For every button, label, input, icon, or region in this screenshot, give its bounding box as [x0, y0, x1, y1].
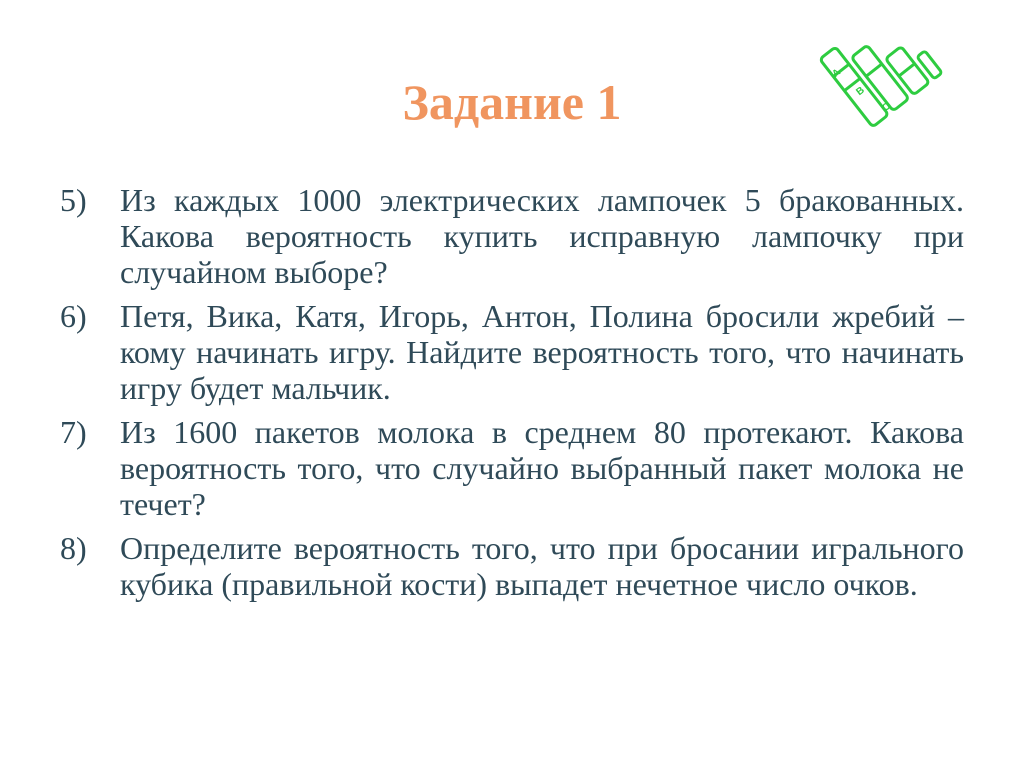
task-number: 5) [60, 182, 87, 218]
task-text: Петя, Вика, Катя, Игорь, Антон, Полина бросили жребий – кому начинать игру. Найдите вероятность того, что начинать игру будет мальчик. [120, 298, 964, 406]
task-item [60, 182, 964, 290]
task-number: 8) [60, 530, 87, 566]
task-item [60, 414, 964, 522]
logo-letter-a: A [830, 66, 843, 80]
task-text: Определите вероятность того, что при бросании игрального кубика (правильной кости) выпадет нечетное число очков. [120, 530, 964, 602]
slide-title: Задание 1 [402, 74, 622, 130]
task-list [60, 182, 964, 610]
logo-letter-b: B [854, 84, 867, 98]
task-number: 6) [60, 298, 87, 334]
task-text: Из каждых 1000 электрических лампочек 5 бракованных. Какова вероятность купить исправную лампочку при случайном выборе? [120, 182, 964, 290]
logo-letter-c: C [880, 100, 893, 114]
task-item [60, 298, 964, 406]
task-number: 7) [60, 414, 87, 450]
task-text: Из 1600 пакетов молока в среднем 80 протекают. Какова вероятность того, что случайно выбранный пакет молока не течет? [120, 414, 964, 522]
task-item [60, 530, 964, 602]
